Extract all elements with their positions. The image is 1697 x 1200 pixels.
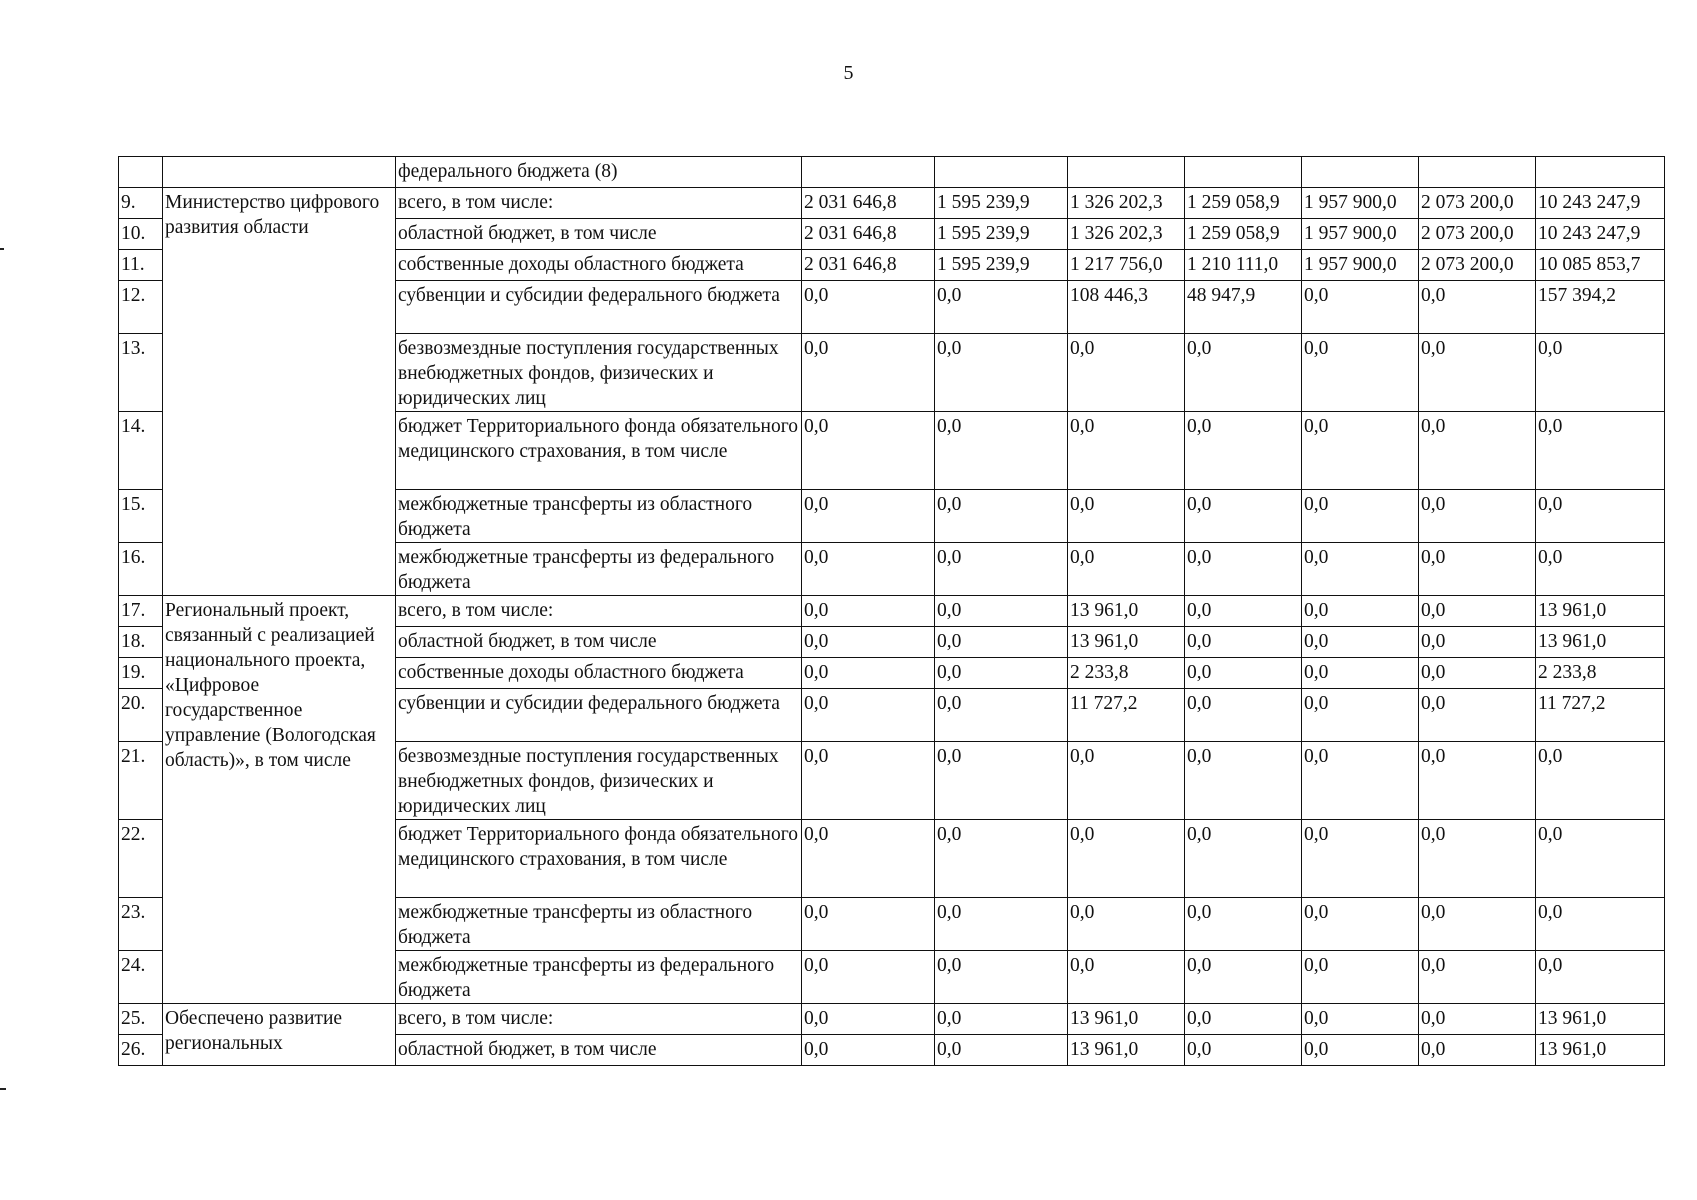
year-value-cell: 2 031 646,8	[802, 188, 935, 219]
year-value-cell: 48 947,9	[1185, 281, 1302, 334]
row-number-cell: 9.	[119, 188, 163, 219]
row-number-cell: 17.	[119, 596, 163, 627]
year-value-cell: 0,0	[1068, 490, 1185, 543]
table-row	[119, 596, 1665, 627]
year-value-cell: 0,0	[1419, 1004, 1536, 1035]
year-value-cell: 0,0	[1185, 1035, 1302, 1066]
year-value-cell: 0,0	[935, 627, 1068, 658]
funding-source-cell: межбюджетные трансферты из областного бюджета	[396, 490, 802, 543]
funding-source-cell: областной бюджет, в том числе	[396, 1035, 802, 1066]
funding-source-cell: бюджет Территориального фонда обязательного медицинского страхования, в том числе	[396, 412, 802, 490]
year-value-cell: 0,0	[935, 1004, 1068, 1035]
year-value-cell: 2 073 200,0	[1419, 188, 1536, 219]
year-value-cell: 0,0	[1185, 820, 1302, 898]
funding-source-cell: всего, в том числе:	[396, 188, 802, 219]
row-number-cell: 16.	[119, 543, 163, 596]
funding-source-cell: собственные доходы областного бюджета	[396, 250, 802, 281]
year-value-cell: 0,0	[1185, 898, 1302, 951]
total-value-cell: 0,0	[1536, 820, 1665, 898]
row-number-cell: 26.	[119, 1035, 163, 1066]
year-value-cell: 0,0	[1302, 658, 1419, 689]
year-value-cell: 0,0	[935, 412, 1068, 490]
funding-source-cell: областной бюджет, в том числе	[396, 627, 802, 658]
year-value-cell: 0,0	[1302, 742, 1419, 820]
year-value-cell: 13 961,0	[1068, 1035, 1185, 1066]
total-value-cell: 0,0	[1536, 490, 1665, 543]
year-value-cell: 0,0	[935, 334, 1068, 412]
year-value-cell: 0,0	[1185, 490, 1302, 543]
row-number-cell: 14.	[119, 412, 163, 490]
year-value-cell: 0,0	[1302, 412, 1419, 490]
funding-source-cell: бюджет Территориального фонда обязательного медицинского страхования, в том числе	[396, 820, 802, 898]
total-value-cell: 2 233,8	[1536, 658, 1665, 689]
funding-source-cell: всего, в том числе:	[396, 1004, 802, 1035]
total-value-cell: 0,0	[1536, 742, 1665, 820]
year-value-cell: 1 957 900,0	[1302, 219, 1419, 250]
row-number-cell: 13.	[119, 334, 163, 412]
total-value-cell: 10 243 247,9	[1536, 219, 1665, 250]
year-value-cell: 0,0	[1419, 820, 1536, 898]
year-value-cell: 0,0	[935, 281, 1068, 334]
year-value-cell: 0,0	[1185, 951, 1302, 1004]
value-cell	[935, 157, 1068, 188]
year-value-cell: 0,0	[1068, 742, 1185, 820]
year-value-cell: 0,0	[1419, 742, 1536, 820]
page-number: 5	[843, 62, 854, 84]
year-value-cell: 11 727,2	[1068, 689, 1185, 742]
year-value-cell: 0,0	[1419, 596, 1536, 627]
year-value-cell: 0,0	[802, 1004, 935, 1035]
year-value-cell: 0,0	[1302, 1004, 1419, 1035]
funding-source-cell: безвозмездные поступления государственных внебюджетных фондов, физических и юридических лиц	[396, 334, 802, 412]
year-value-cell: 0,0	[802, 412, 935, 490]
row-number-cell	[119, 157, 163, 188]
year-value-cell: 2 073 200,0	[1419, 250, 1536, 281]
funding-source-cell: субвенции и субсидии федерального бюджета	[396, 281, 802, 334]
year-value-cell: 2 031 646,8	[802, 219, 935, 250]
year-value-cell: 0,0	[1302, 334, 1419, 412]
year-value-cell: 13 961,0	[1068, 596, 1185, 627]
table-body	[119, 157, 1665, 1066]
total-value-cell: 10 085 853,7	[1536, 250, 1665, 281]
row-number-cell: 11.	[119, 250, 163, 281]
year-value-cell: 0,0	[802, 951, 935, 1004]
value-cell	[802, 157, 935, 188]
year-value-cell: 0,0	[1419, 490, 1536, 543]
year-value-cell: 0,0	[1302, 951, 1419, 1004]
total-value-cell: 13 961,0	[1536, 627, 1665, 658]
year-value-cell: 0,0	[802, 596, 935, 627]
year-value-cell: 0,0	[935, 543, 1068, 596]
year-value-cell: 108 446,3	[1068, 281, 1185, 334]
value-cell	[1302, 157, 1419, 188]
year-value-cell: 0,0	[1185, 742, 1302, 820]
year-value-cell: 0,0	[1068, 412, 1185, 490]
total-value-cell: 13 961,0	[1536, 596, 1665, 627]
year-value-cell: 0,0	[1419, 1035, 1536, 1066]
year-value-cell: 0,0	[1185, 596, 1302, 627]
year-value-cell: 0,0	[1185, 658, 1302, 689]
year-value-cell: 0,0	[802, 490, 935, 543]
year-value-cell: 0,0	[1419, 281, 1536, 334]
table-row	[119, 188, 1665, 219]
year-value-cell: 0,0	[1302, 543, 1419, 596]
total-value-cell: 0,0	[1536, 412, 1665, 490]
year-value-cell: 0,0	[935, 689, 1068, 742]
year-value-cell: 0,0	[935, 742, 1068, 820]
value-cell	[1185, 157, 1302, 188]
year-value-cell: 0,0	[935, 951, 1068, 1004]
year-value-cell: 0,0	[802, 742, 935, 820]
scan-artifact-mark	[0, 248, 4, 250]
table-row	[119, 1004, 1665, 1035]
year-value-cell: 0,0	[1068, 543, 1185, 596]
total-value-cell: 0,0	[1536, 898, 1665, 951]
row-number-cell: 10.	[119, 219, 163, 250]
year-value-cell: 0,0	[935, 898, 1068, 951]
row-number-cell: 20.	[119, 689, 163, 742]
total-value-cell: 157 394,2	[1536, 281, 1665, 334]
row-number-cell: 19.	[119, 658, 163, 689]
value-cell	[1419, 157, 1536, 188]
row-number-cell: 15.	[119, 490, 163, 543]
year-value-cell: 0,0	[935, 658, 1068, 689]
year-value-cell: 0,0	[1419, 627, 1536, 658]
year-value-cell: 0,0	[1419, 898, 1536, 951]
organization-cell: Министерство цифрового развития области	[163, 188, 396, 596]
year-value-cell: 0,0	[1302, 820, 1419, 898]
year-value-cell: 0,0	[1302, 627, 1419, 658]
value-cell	[1068, 157, 1185, 188]
value-cell	[1536, 157, 1665, 188]
year-value-cell: 0,0	[1419, 334, 1536, 412]
total-value-cell: 13 961,0	[1536, 1004, 1665, 1035]
organization-cell: Обеспечено развитие региональных	[163, 1004, 396, 1066]
year-value-cell: 0,0	[802, 281, 935, 334]
year-value-cell: 0,0	[1185, 689, 1302, 742]
organization-cell: Региональный проект, связанный с реализацией национального проекта, «Цифровое государственное управление (Вологодская область)», в том числе	[163, 596, 396, 1004]
total-value-cell: 11 727,2	[1536, 689, 1665, 742]
year-value-cell: 2 031 646,8	[802, 250, 935, 281]
year-value-cell: 0,0	[935, 596, 1068, 627]
budget-table	[118, 156, 1665, 1066]
year-value-cell: 0,0	[935, 490, 1068, 543]
year-value-cell: 0,0	[1419, 412, 1536, 490]
total-value-cell: 13 961,0	[1536, 1035, 1665, 1066]
year-value-cell: 0,0	[802, 658, 935, 689]
year-value-cell: 1 595 239,9	[935, 188, 1068, 219]
year-value-cell: 1 957 900,0	[1302, 250, 1419, 281]
table-row	[119, 157, 1665, 188]
total-value-cell: 10 243 247,9	[1536, 188, 1665, 219]
year-value-cell: 1 217 756,0	[1068, 250, 1185, 281]
year-value-cell: 0,0	[935, 1035, 1068, 1066]
year-value-cell: 1 595 239,9	[935, 250, 1068, 281]
year-value-cell: 0,0	[802, 1035, 935, 1066]
year-value-cell: 0,0	[1185, 412, 1302, 490]
year-value-cell: 0,0	[1185, 334, 1302, 412]
year-value-cell: 1 210 111,0	[1185, 250, 1302, 281]
funding-source-cell: всего, в том числе:	[396, 596, 802, 627]
year-value-cell: 0,0	[1302, 281, 1419, 334]
scan-artifact-mark	[0, 1088, 6, 1090]
year-value-cell: 0,0	[1185, 1004, 1302, 1035]
year-value-cell: 1 595 239,9	[935, 219, 1068, 250]
year-value-cell: 0,0	[802, 898, 935, 951]
year-value-cell: 1 957 900,0	[1302, 188, 1419, 219]
year-value-cell: 0,0	[802, 334, 935, 412]
year-value-cell: 0,0	[1302, 596, 1419, 627]
year-value-cell: 0,0	[1419, 689, 1536, 742]
year-value-cell: 0,0	[1185, 627, 1302, 658]
year-value-cell: 0,0	[802, 689, 935, 742]
year-value-cell: 1 326 202,3	[1068, 219, 1185, 250]
funding-source-cell: межбюджетные трансферты из федерального бюджета	[396, 951, 802, 1004]
row-number-cell: 12.	[119, 281, 163, 334]
year-value-cell: 0,0	[1068, 334, 1185, 412]
year-value-cell: 0,0	[935, 820, 1068, 898]
year-value-cell: 0,0	[1419, 543, 1536, 596]
year-value-cell: 0,0	[1068, 820, 1185, 898]
year-value-cell: 0,0	[1185, 543, 1302, 596]
funding-source-cell: областной бюджет, в том числе	[396, 219, 802, 250]
year-value-cell: 2 233,8	[1068, 658, 1185, 689]
funding-source-cell: безвозмездные поступления государственных внебюджетных фондов, физических и юридических лиц	[396, 742, 802, 820]
funding-source-cell: федерального бюджета (8)	[396, 157, 802, 188]
year-value-cell: 0,0	[802, 627, 935, 658]
funding-source-cell: собственные доходы областного бюджета	[396, 658, 802, 689]
organization-cell	[163, 157, 396, 188]
funding-source-cell: межбюджетные трансферты из областного бюджета	[396, 898, 802, 951]
year-value-cell: 13 961,0	[1068, 1004, 1185, 1035]
row-number-cell: 23.	[119, 898, 163, 951]
total-value-cell: 0,0	[1536, 951, 1665, 1004]
row-number-cell: 21.	[119, 742, 163, 820]
year-value-cell: 1 326 202,3	[1068, 188, 1185, 219]
year-value-cell: 0,0	[802, 543, 935, 596]
year-value-cell: 0,0	[1068, 951, 1185, 1004]
row-number-cell: 22.	[119, 820, 163, 898]
year-value-cell: 2 073 200,0	[1419, 219, 1536, 250]
year-value-cell: 0,0	[1419, 658, 1536, 689]
year-value-cell: 0,0	[1419, 951, 1536, 1004]
row-number-cell: 25.	[119, 1004, 163, 1035]
year-value-cell: 0,0	[1302, 490, 1419, 543]
year-value-cell: 0,0	[802, 820, 935, 898]
row-number-cell: 24.	[119, 951, 163, 1004]
year-value-cell: 0,0	[1302, 898, 1419, 951]
year-value-cell: 0,0	[1302, 689, 1419, 742]
year-value-cell: 0,0	[1068, 898, 1185, 951]
year-value-cell: 0,0	[1302, 1035, 1419, 1066]
funding-source-cell: субвенции и субсидии федерального бюджета	[396, 689, 802, 742]
total-value-cell: 0,0	[1536, 543, 1665, 596]
year-value-cell: 1 259 058,9	[1185, 219, 1302, 250]
funding-source-cell: межбюджетные трансферты из федерального бюджета	[396, 543, 802, 596]
total-value-cell: 0,0	[1536, 334, 1665, 412]
year-value-cell: 1 259 058,9	[1185, 188, 1302, 219]
row-number-cell: 18.	[119, 627, 163, 658]
year-value-cell: 13 961,0	[1068, 627, 1185, 658]
